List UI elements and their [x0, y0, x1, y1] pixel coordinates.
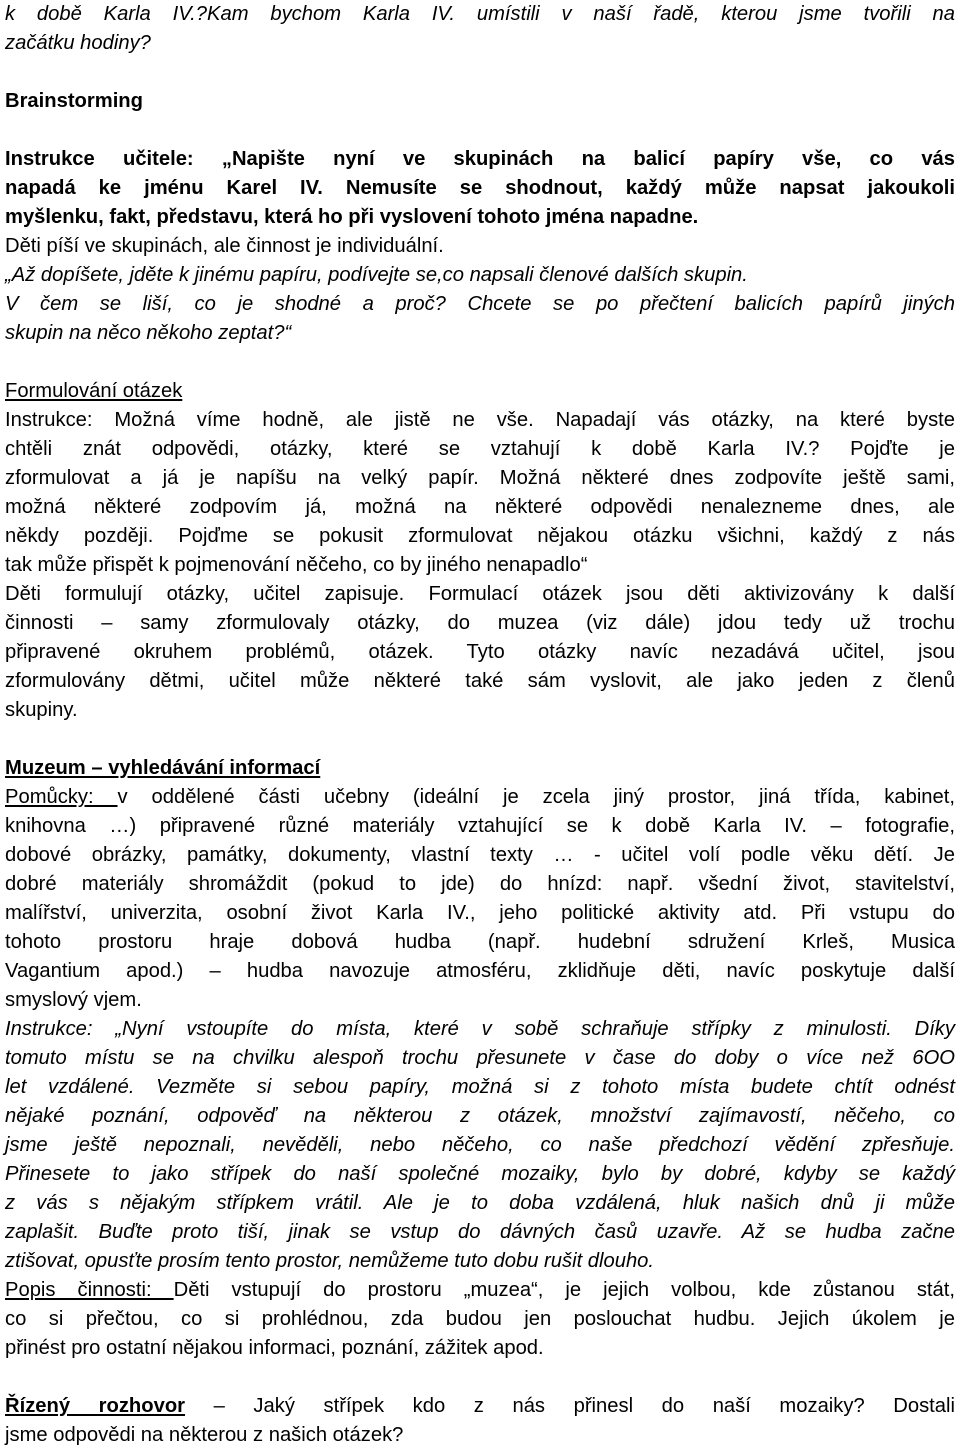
text-span: v oddělené části učebny (ideální je zcela jiný prostor, jiná třída, kabinet,: [117, 786, 955, 808]
text-line: jsme odpovědi na některou z našich otázek?: [5, 1424, 404, 1446]
document-page: [5, 0, 955, 1450]
text-line: nějaké poznání, odpověď na některou z otázek, množství zajímavostí, něčeho, co: [5, 1105, 955, 1127]
text-line: knihovna …) připravené různé materiály vztahující se k době Karla IV. – fotografie,: [5, 815, 955, 837]
paragraph-gap: [5, 116, 955, 145]
text-line: zformulovány dětmi, učitel může některé také sám vyslovit, ale jako jeden z členů: [5, 670, 955, 692]
text-line: z vás s nějakým střípkem vrátil. Ale je to doba vzdálená, hluk našich dnů ji může: [5, 1192, 955, 1214]
text-line: co si přečtou, co si prohlédnou, zda budou jen poslouchat hudbu. Jejich úkolem je: [5, 1308, 955, 1330]
text-line: malířství, univerzita, osobní život Karla IV., jeho politické aktivity atd. Při vstupu do: [5, 902, 955, 924]
text-line: přinést pro ostatní nějakou informaci, poznání, zážitek apod.: [5, 1337, 544, 1359]
section-heading-rizeny-rozhovor: Řízený rozhovor: [5, 1395, 186, 1417]
text-line: činnosti – samy zformulovaly otázky, do muzea (viz dále) jdou tedy už trochu: [5, 612, 955, 634]
text-line: někdy později. Pojďme se pokusit zformulovat nějakou otázku všichni, každý z nás: [5, 525, 955, 547]
text-line: Vagantium apod.) – hudba navozuje atmosféru, zklidňuje děti, navíc poskytuje další: [5, 960, 955, 982]
text-line: k době Karla IV.?Kam bychom Karla IV. umístili v naší řadě, kterou jsme tvořili na: [5, 3, 955, 25]
paragraph-gap: [5, 58, 955, 87]
section-heading-formulovani: Formulování otázek: [5, 380, 183, 402]
text-line: tohoto prostoru hraje dobová hudba (např. hudební sdružení Krleš, Musica: [5, 931, 955, 953]
text-line: Instrukce: „Nyní vstoupíte do místa, které v sobě schraňuje střípky z minulosti. Díky: [5, 1018, 955, 1040]
text-span: Děti vstupují do prostoru „muzea“, je jejich volbou, kde zůstanou stát,: [173, 1279, 955, 1301]
text-line: dobré materiály shromáždit (pokud to jde) do hnízd: např. všední život, stavitelství,: [5, 873, 955, 895]
label-popis-cinnosti: Popis činnosti:: [5, 1279, 174, 1301]
text-line: V čem se liší, co je shodné a proč? Chcete se po přečtení balicích papírů jiných: [5, 293, 955, 315]
text-line: začátku hodiny?: [5, 32, 151, 54]
text-line: myšlenku, fakt, představu, která ho při vyslovení tohoto jména napadne.: [5, 206, 699, 228]
section-heading-brainstorming: Brainstorming: [5, 90, 143, 112]
text-line: tomuto místu se na chvilku alespoň trochu přesunete v čase do doby o více než 6OO: [5, 1047, 955, 1069]
text-line: napadá ke jménu Karel IV. Nemusíte se shodnout, každý může napsat jakoukoli: [5, 177, 955, 199]
text-line: ztišovat, opusťte prosím tento prostor, nemůžeme tuto dobu rušit dlouho.: [5, 1250, 655, 1272]
text-line: tak může přispět k pojmenování něčeho, co by jiného nenapadlo“: [5, 554, 588, 576]
text-line: možná některé zodpovím já, možná na některé odpovědi nenalezneme dnes, ale: [5, 496, 955, 518]
paragraph-gap: [5, 348, 955, 377]
text-line: skupin na něco někoho zeptat?“: [5, 322, 292, 344]
text-line: jsme ještě nepoznali, nevěděli, nebo něčeho, co naše předchozí vědění zpřesňuje.: [5, 1134, 955, 1156]
text-line: Instrukce učitele: „Napište nyní ve skupinách na balicí papíry vše, co vás: [5, 148, 955, 170]
text-span: – Jaký střípek kdo z nás přinesl do naší mozaiky? Dostali: [185, 1395, 955, 1417]
text-line: [5, 783, 955, 812]
text-line: dobové obrázky, památky, dokumenty, vlastní texty … - učitel volí podle věku dětí. Je: [5, 844, 955, 866]
label-pomucky: Pomůcky:: [5, 786, 118, 808]
paragraph-gap: [5, 1363, 955, 1392]
text-line: zaplašit. Buďte proto tiší, jinak se vstup do dávných časů uzavře. Až se hudba začne: [5, 1221, 955, 1243]
text-line: Přinesete to jako střípek do naší společné mozaiky, bylo by dobré, kdyby se každý: [5, 1163, 955, 1185]
text-line: „Až dopíšete, jděte k jinému papíru, podívejte se,co napsali členové dalších skupin.: [5, 264, 748, 286]
text-line: Děti píší ve skupinách, ale činnost je individuální.: [5, 235, 444, 257]
text-line: [5, 1276, 955, 1305]
text-line: Instrukce: Možná víme hodně, ale jistě ne vše. Napadají vás otázky, na které byste: [5, 409, 955, 431]
text-line: let vzdálené. Vezměte si sebou papíry, možná si z tohoto místa budete chtít odnést: [5, 1076, 955, 1098]
text-line: skupiny.: [5, 699, 78, 721]
section-heading-muzeum: Muzeum – vyhledávání informací: [5, 757, 321, 779]
paragraph-gap: [5, 725, 955, 754]
text-line: zformulovat a já je napíšu na velký papír. Možná některé dnes zodpovíte ještě sami,: [5, 467, 955, 489]
text-line: připravené okruhem problémů, otázek. Tyto otázky navíc nezadává učitel, jsou: [5, 641, 955, 663]
text-line: Děti formulují otázky, učitel zapisuje. Formulací otázek jsou děti aktivizovány k další: [5, 583, 955, 605]
text-line: [5, 1392, 955, 1421]
text-line: smyslový vjem.: [5, 989, 142, 1011]
text-line: chtěli znát odpovědi, otázky, které se vztahují k době Karla IV.? Pojďte je: [5, 438, 955, 460]
